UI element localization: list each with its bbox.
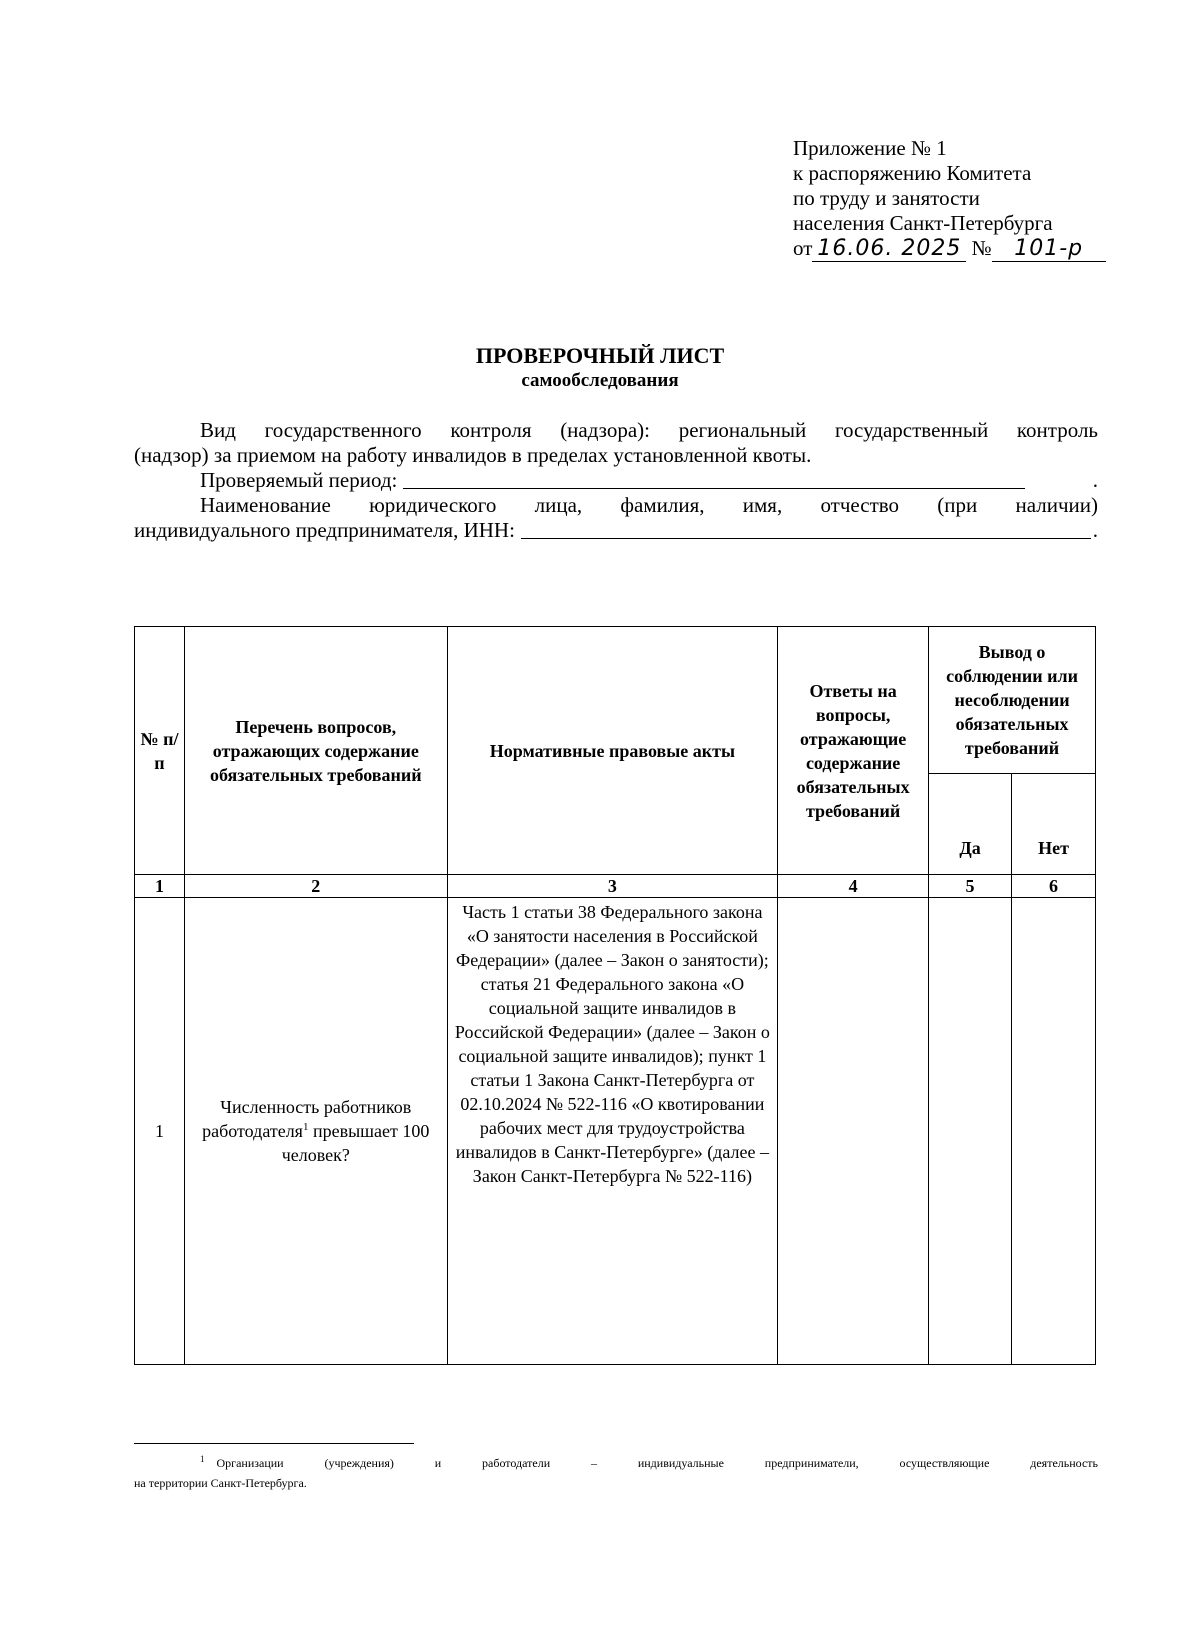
footnote-line-2: на территории Санкт-Петербурга. (134, 1476, 307, 1490)
appendix-line-2: к распоряжению Комитета (793, 161, 1032, 185)
number-label: № (971, 236, 992, 260)
row-acts: Часть 1 статьи 38 Федерального закона «О занятости населения в Российской Федерации» (далее – Закон о занятости); статья 21 Федерального закона «О социальной защите инвалидов в Российской Федерации» (далее – Закон о социальной защите инвалидов); пункт 1 статьи 1 Закона Санкт-Петербурга от 02.10.2024 № 522-116 «О квотировании рабочих мест для трудоустройства инвалидов в Санкт-Петербурге» (далее – Закон Санкт-Петербурга № 522-116) (447, 898, 778, 1365)
entity-line-1: Наименование юридического лица, фамилия, имя, отчество (при наличии) (200, 493, 1098, 517)
appendix-line-1: Приложение № 1 (793, 136, 947, 160)
checklist-table (134, 626, 1096, 1365)
appendix-block (793, 136, 1106, 262)
header-yes: Да (929, 774, 1012, 875)
period-end-dot: . (1092, 468, 1098, 492)
period-row (134, 468, 1098, 493)
handwritten-number: 101-р (992, 236, 1106, 262)
footnote-mark: 1 (200, 1454, 205, 1464)
footnote (134, 1453, 1098, 1493)
column-number-1: 1 (135, 875, 185, 898)
header-number: № п/п (135, 627, 185, 875)
column-number-4: 4 (778, 875, 929, 898)
row-question-tail: превышает 100 человек? (281, 1121, 430, 1165)
entity-blank (521, 518, 1091, 539)
footnote-text-1: Организации (учреждения) и работодатели – индивидуальные предприниматели, осуществляющие деятельность (216, 1456, 1098, 1470)
appendix-line-3: по труду и занятости (793, 186, 980, 210)
column-number-row (135, 875, 1096, 898)
from-label: от (793, 236, 813, 260)
period-blank (403, 468, 1024, 489)
header-questions: Перечень вопросов, отражающих содержание обязательных требований (184, 627, 447, 875)
entity-label: индивидуального предпринимателя, ИНН: (134, 518, 515, 542)
header-conclusion: Вывод о соблюдении или несоблюдении обязательных требований (929, 627, 1096, 774)
row-question-text: Численность работников работодателя (202, 1097, 412, 1141)
row-number: 1 (135, 898, 185, 1365)
table-row (135, 898, 1096, 1365)
row-no-cell[interactable] (1012, 898, 1096, 1365)
entity-end-dot: . (1092, 518, 1098, 542)
footnote-ref: 1 (302, 1121, 309, 1133)
control-type-line-1: Вид государственного контроля (надзора): региональный государственный контроль (200, 418, 1098, 442)
appendix-date-line (793, 236, 1106, 262)
period-label: Проверяемый период: (200, 468, 398, 492)
footnote-separator (134, 1443, 414, 1444)
column-number-2: 2 (184, 875, 447, 898)
document-subtitle: самообследования (521, 370, 679, 391)
handwritten-date: 16.06. 2025 (812, 236, 966, 262)
footnote-line-1 (134, 1453, 1098, 1473)
header-row-1 (135, 627, 1096, 774)
row-question (184, 898, 447, 1365)
document-title: ПРОВЕРОЧНЫЙ ЛИСТ (475, 343, 725, 368)
column-number-3: 3 (447, 875, 778, 898)
column-number-6: 6 (1012, 875, 1096, 898)
appendix-line-4: населения Санкт-Петербурга (793, 211, 1053, 235)
header-acts: Нормативные правовые акты (447, 627, 778, 875)
header-no-answer: Нет (1012, 774, 1096, 875)
column-number-5: 5 (929, 875, 1012, 898)
header-answers: Ответы на вопросы, отражающие содержание обязательных требований (778, 627, 929, 875)
row-answer-cell[interactable] (778, 898, 929, 1365)
intro-block (134, 418, 1098, 543)
entity-row (134, 518, 1098, 543)
control-type-line-2: (надзор) за приемом на работу инвалидов в пределах установленной квоты. (134, 443, 812, 467)
row-yes-cell[interactable] (929, 898, 1012, 1365)
